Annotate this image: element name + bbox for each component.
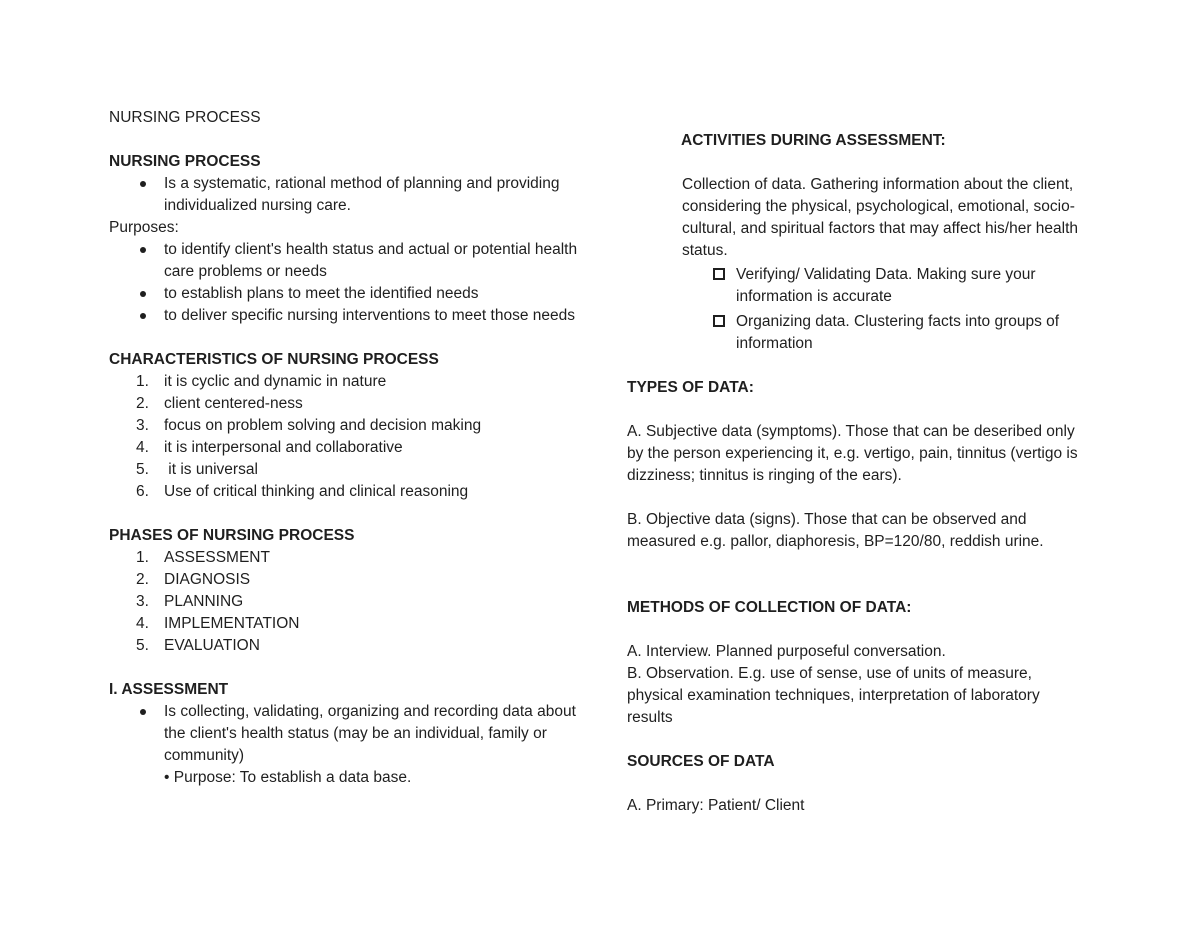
bullet-icon: [140, 709, 146, 715]
list-item: 5. it is universal: [136, 461, 258, 478]
primary-source-line: A. Primary: Patient/ Client: [627, 797, 805, 814]
right-column: [627, 130, 1097, 817]
interview-line: A. Interview. Planned purposeful conversation.: [627, 643, 946, 660]
bullet-icon: [140, 313, 146, 319]
subjective-paragraph: A. Subjective data (symptoms). Those that can be deseribed only by the person experiencing it, e.g. vertigo, pain, tinnitus (vertigo is dizziness; tinnitus is ringing of the ears).: [627, 423, 1078, 484]
assessment-purpose: • Purpose: To establish a data base.: [164, 769, 412, 786]
list-item: to deliver specific nursing interventions to meet those needs: [109, 305, 579, 327]
observation-paragraph: B. Observation. E.g. use of sense, use of units of measure, physical examination techniques, interpretation of laboratory results: [627, 665, 1040, 726]
left-column: [109, 107, 579, 789]
objective-paragraph: B. Objective data (signs). Those that can be observed and measured e.g. pallor, diaphoresis, BP=120/80, reddish urine.: [627, 511, 1044, 550]
assessment-heading: I. ASSESSMENT: [109, 681, 229, 698]
list-item: Is a systematic, rational method of planning and providing individualized nursing care.: [109, 173, 579, 217]
bullet-icon: [140, 291, 146, 297]
list-item: 4. it is interpersonal and collaborative: [136, 439, 403, 456]
activities-heading: ACTIVITIES DURING ASSESSMENT:: [681, 132, 946, 149]
collection-paragraph: Collection of data. Gathering information about the client, considering the physical, psychological, emotional, socio-cultural, and spiritual factors that may affect his/her health status.: [682, 176, 1079, 259]
bullet-icon: [140, 247, 146, 253]
types-heading: TYPES OF DATA:: [627, 379, 754, 396]
list-item: 1. it is cyclic and dynamic in nature: [136, 373, 387, 390]
checkbox-item: Verifying/ Validating Data. Making sure your information is accurate: [627, 264, 1097, 308]
nursing-process-heading: NURSING PROCESS: [109, 153, 261, 170]
checkbox-icon: [713, 268, 725, 280]
document-title: NURSING PROCESS: [109, 109, 261, 126]
list-item: Is collecting, validating, organizing and recording data about the client's health status (may be an individual, family or community): [109, 701, 579, 767]
list-item: 6. Use of critical thinking and clinical reasoning: [136, 483, 469, 500]
list-item: 5. EVALUATION: [136, 637, 260, 654]
list-item: 2. client centered-ness: [136, 395, 303, 412]
phases-heading: PHASES OF NURSING PROCESS: [109, 527, 355, 544]
list-item: 2. DIAGNOSIS: [136, 571, 251, 588]
methods-heading: METHODS OF COLLECTION OF DATA:: [627, 599, 912, 616]
checkbox-item: Organizing data. Clustering facts into groups of information: [627, 311, 1097, 355]
list-item: to identify client's health status and actual or potential health care problems or needs: [109, 239, 579, 283]
checkbox-icon: [713, 315, 725, 327]
list-item: 3. PLANNING: [136, 593, 244, 610]
characteristics-heading: CHARACTERISTICS OF NURSING PROCESS: [109, 351, 439, 368]
purposes-label: Purposes:: [109, 219, 179, 236]
list-item: to establish plans to meet the identified needs: [109, 283, 579, 305]
bullet-icon: [140, 181, 146, 187]
list-item: 1. ASSESSMENT: [136, 549, 270, 566]
sources-heading: SOURCES OF DATA: [627, 753, 775, 770]
list-item: 3. focus on problem solving and decision making: [136, 417, 482, 434]
list-item: 4. IMPLEMENTATION: [136, 615, 300, 632]
